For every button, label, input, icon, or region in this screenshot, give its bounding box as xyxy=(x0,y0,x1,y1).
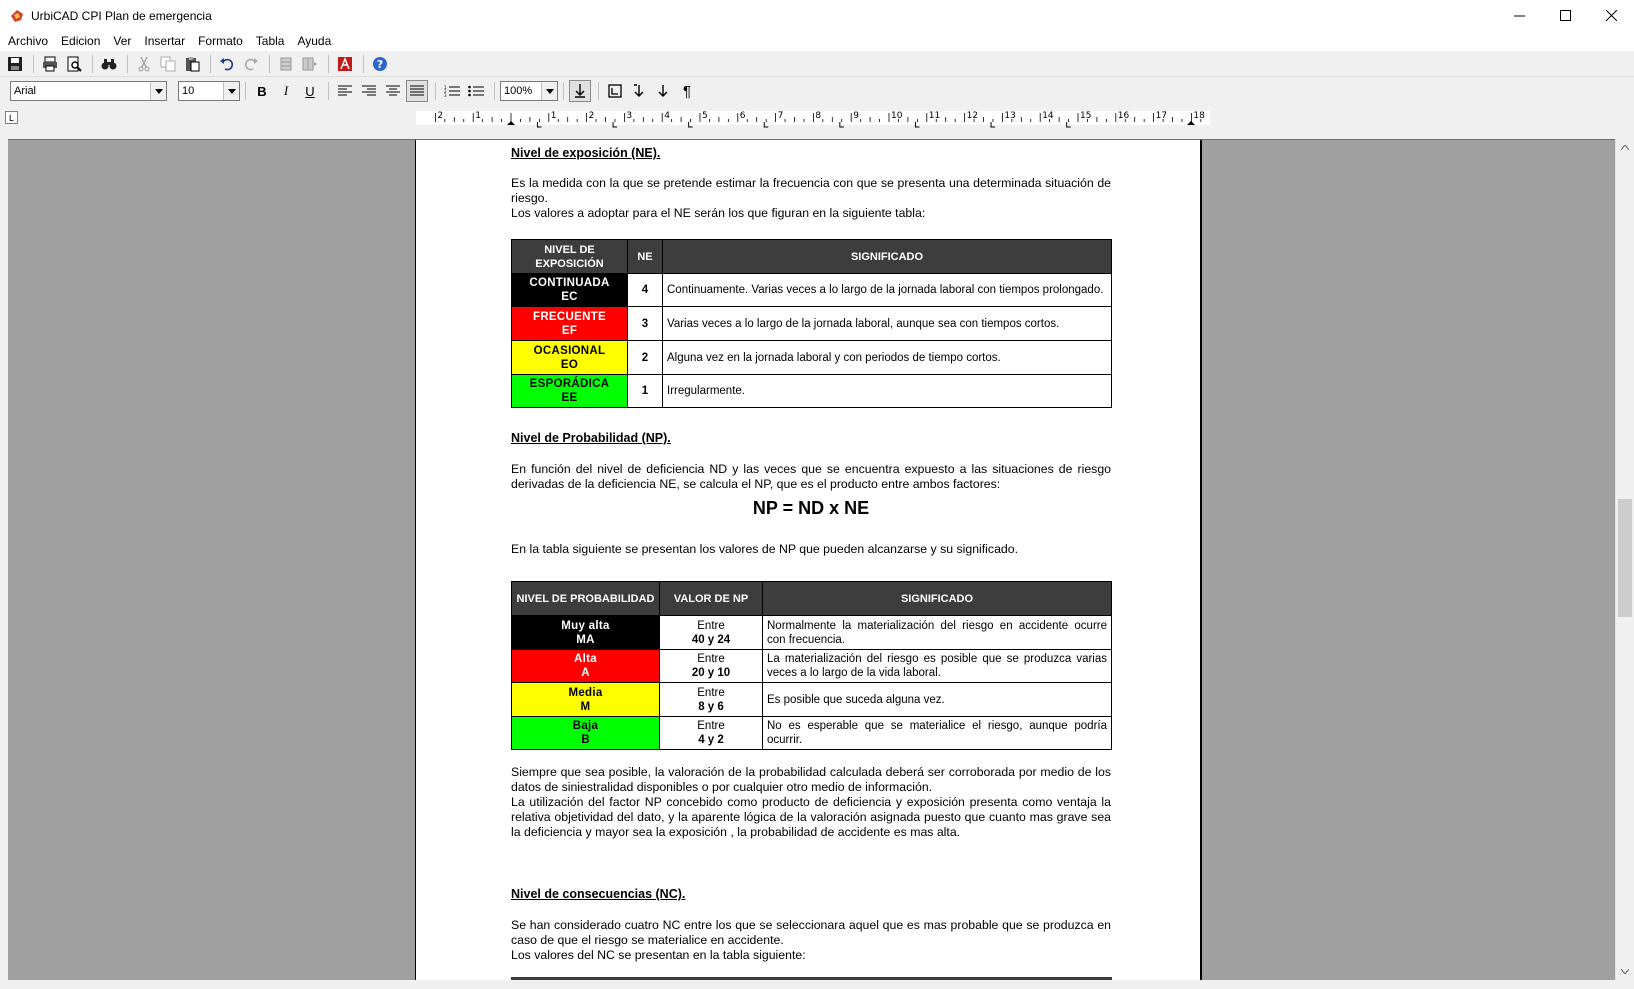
tab-type-selector[interactable]: L xyxy=(5,111,18,124)
range-value: 4 y 2 xyxy=(698,734,724,746)
level-cell xyxy=(512,375,628,408)
table-row xyxy=(512,341,1112,375)
arrow-down-bar-icon xyxy=(574,84,586,98)
menu-archivo[interactable]: Archivo xyxy=(8,34,49,48)
zoom-value: 100% xyxy=(504,85,533,97)
chevron-down-icon[interactable] xyxy=(223,82,239,100)
chevron-up-icon xyxy=(1621,145,1629,150)
align-left-button[interactable] xyxy=(334,80,356,102)
paste-button[interactable] xyxy=(181,53,203,75)
print-button[interactable] xyxy=(39,53,61,75)
level-cell xyxy=(512,307,628,341)
toolbar-separator xyxy=(269,55,270,73)
ruler-label: 3 xyxy=(626,111,633,121)
level-cell xyxy=(512,341,628,375)
urbicad-logo-icon xyxy=(9,8,25,24)
nc-paragraph-1: Se han considerado cuatro NC entre los que se seleccionara aquel que es mas probable que se produzca en caso de que el riesgo se materialice en accidente. xyxy=(511,918,1111,947)
numbered-list-button[interactable] xyxy=(441,80,463,102)
ne-header-level: NIVEL DE EXPOSICIÓN xyxy=(512,240,628,274)
ruler-label: 14 xyxy=(1042,111,1054,121)
binoculars-icon xyxy=(101,56,117,72)
meaning-cell: No es esperable que se materialice el riesgo, aunque podría ocurrir. xyxy=(763,717,1112,750)
level-code: EO xyxy=(560,358,579,371)
ruler-label: 15 xyxy=(1080,111,1092,121)
svg-text:3: 3 xyxy=(444,93,447,97)
scrollbar-thumb[interactable] xyxy=(1618,499,1632,617)
move-down-button[interactable] xyxy=(652,80,674,102)
arrow-down-icon xyxy=(657,84,669,98)
scroll-down-button[interactable] xyxy=(1616,963,1634,980)
level-name: FRECUENTE xyxy=(533,310,606,323)
range-cell xyxy=(660,683,763,717)
ne-table xyxy=(511,239,1112,408)
ruler-label: 2 xyxy=(437,111,444,121)
underline-button[interactable]: U xyxy=(305,83,315,99)
font-family-value: Arial xyxy=(14,85,37,97)
bold-button[interactable]: B xyxy=(257,83,267,99)
table-row-icon xyxy=(278,56,294,72)
bullet-list-icon xyxy=(468,85,484,97)
np-paragraph-2: En la tabla siguiente se presentan los valores de NP que pueden alcanzarse y su significado. xyxy=(511,542,1019,556)
bullet-list-button[interactable] xyxy=(465,80,487,102)
window-controls xyxy=(1496,0,1634,31)
toolbar-separator xyxy=(598,82,599,100)
toolbar-separator xyxy=(494,82,495,100)
level-cell xyxy=(512,717,660,750)
np-paragraph-4: La utilización del factor NP concebido como producto de deficiencia y exposición presenta como ventaja la relativa objetividad del dato, y la aparente lógica de la valoración asignada puesto que cuanto mas grave sea la deficiencia y mayor sea la exposición , la probabilidad de accidente es mas alta. xyxy=(511,795,1111,839)
ne-paragraph-1: Es la medida con la que se pretende estimar la frecuencia con que se presenta una determinada situación de riesgo. xyxy=(511,176,1111,205)
close-button[interactable] xyxy=(1588,0,1634,31)
paste-icon xyxy=(184,56,200,72)
align-justify-icon xyxy=(410,85,424,97)
level-code: MA xyxy=(576,633,595,646)
ne-header-meaning: SIGNIFICADO xyxy=(663,240,1112,274)
undo-button[interactable] xyxy=(216,53,238,75)
toolbar-separator xyxy=(328,82,329,100)
chevron-down-icon[interactable] xyxy=(150,82,166,100)
ruler-label: 17 xyxy=(1155,111,1168,121)
redo-button[interactable] xyxy=(240,53,262,75)
ne-table-header xyxy=(512,240,1112,274)
undo-icon xyxy=(219,56,235,72)
toolbar-separator xyxy=(92,55,93,73)
ruler-label: 12 xyxy=(966,111,979,121)
zoom-select[interactable] xyxy=(500,81,558,101)
range-cell xyxy=(660,650,763,683)
toolbar-separator xyxy=(127,55,128,73)
level-cell xyxy=(512,274,628,307)
ruler-label: 8 xyxy=(815,111,822,121)
document-canvas xyxy=(8,139,1615,980)
toolbar-separator xyxy=(328,55,329,73)
align-center-button[interactable] xyxy=(382,80,404,102)
chevron-down-icon xyxy=(1621,969,1629,974)
meaning-cell: Es posible que suceda alguna vez. xyxy=(763,683,1112,717)
export-pdf-button[interactable] xyxy=(334,53,356,75)
indent-down-button[interactable] xyxy=(628,80,650,102)
level-code: B xyxy=(581,734,590,746)
value-cell: 2 xyxy=(628,341,663,375)
ruler-label: 7 xyxy=(777,111,784,121)
range-prefix: Entre xyxy=(697,720,725,732)
ruler-label: 1 xyxy=(550,111,557,121)
np-table xyxy=(511,581,1112,750)
menu-bar xyxy=(0,31,1634,51)
align-left-icon xyxy=(338,85,352,97)
ruler-label: 1 xyxy=(475,111,481,121)
meaning-cell: La materialización del riesgo es posible que se produzca varias veces a lo largo de la vida laboral. xyxy=(763,650,1112,683)
svg-text:2: 2 xyxy=(444,89,447,94)
value-cell: 4 xyxy=(628,274,663,307)
table-row xyxy=(512,683,1112,717)
nc-heading: Nivel de consecuencias (NC). xyxy=(511,887,686,901)
menu-edicion[interactable]: Edicion xyxy=(61,34,101,48)
font-size-value: 10 xyxy=(182,85,195,97)
cut-button[interactable] xyxy=(133,53,155,75)
level-code: EE xyxy=(561,392,578,404)
help-icon xyxy=(372,56,388,72)
toolbar-separator xyxy=(245,82,246,100)
window-title: UrbiCAD CPI Plan de emergencia xyxy=(31,8,212,23)
meaning-cell: Alguna vez en la jornada laboral y con periodos de tiempo cortos. xyxy=(663,341,1112,375)
maximize-icon xyxy=(1560,10,1571,21)
meaning-cell: Normalmente la materialización del riesgo en accidente ocurre con frecuencia. xyxy=(763,616,1112,650)
level-cell xyxy=(512,650,660,683)
menu-formato[interactable]: Formato xyxy=(198,34,243,48)
np-table-header xyxy=(512,582,1112,616)
italic-button[interactable]: I xyxy=(283,83,289,98)
menu-ayuda[interactable]: Ayuda xyxy=(297,34,332,48)
table-row xyxy=(512,307,1112,341)
arrow-down-left-icon xyxy=(633,84,645,98)
value-cell: 1 xyxy=(628,375,663,408)
standard-toolbar xyxy=(0,51,1634,77)
redo-icon xyxy=(243,56,259,72)
level-code: M xyxy=(580,700,591,713)
np-heading: Nivel de Probabilidad (NP). xyxy=(511,431,671,445)
value-cell: 3 xyxy=(628,307,663,341)
np-header-meaning: SIGNIFICADO xyxy=(763,582,1112,616)
align-right-button[interactable] xyxy=(358,80,380,102)
toolbar-separator xyxy=(210,55,211,73)
level-name: CONTINUADA xyxy=(529,277,610,289)
minimize-button[interactable] xyxy=(1496,0,1542,31)
menu-insertar[interactable]: Insertar xyxy=(144,34,186,48)
menu-ver[interactable]: Ver xyxy=(113,34,132,48)
ruler-label: 13 xyxy=(1004,111,1016,121)
numbered-list-icon xyxy=(444,85,460,97)
meaning-cell: Varias veces a lo largo de la jornada laboral, aunque sea con tiempos cortos. xyxy=(663,307,1112,341)
maximize-button[interactable] xyxy=(1542,0,1588,31)
level-name: Media xyxy=(568,686,603,699)
np-header-value: VALOR DE NP xyxy=(660,582,763,616)
print-preview-button[interactable] xyxy=(63,53,85,75)
insert-column-button[interactable] xyxy=(299,53,321,75)
horizontal-ruler[interactable] xyxy=(416,109,1210,130)
range-prefix: Entre xyxy=(697,619,725,632)
ruler-label: 16 xyxy=(1117,111,1130,121)
np-paragraph-1: En función del nivel de deficiencia ND y las veces que se encuentra expuesto a las situaciones de riesgo derivadas de la deficiencia NE, se calcula el NP, que es el producto entre ambos factores: xyxy=(511,462,1111,491)
printer-icon xyxy=(42,56,58,72)
meaning-cell: Irregularmente. xyxy=(663,375,1112,408)
ruler-label: 5 xyxy=(702,111,708,121)
np-formula: NP = ND x NE xyxy=(752,498,870,518)
ruler-label: 6 xyxy=(739,111,746,121)
chevron-down-icon[interactable] xyxy=(541,82,557,100)
ruler-label: 11 xyxy=(928,111,941,121)
level-cell xyxy=(512,683,660,717)
range-cell xyxy=(660,717,763,750)
level-name: Muy alta xyxy=(561,619,610,632)
title-bar xyxy=(0,0,1634,31)
range-prefix: Entre xyxy=(697,653,725,665)
ruler-label: 10 xyxy=(891,111,903,121)
minimize-icon xyxy=(1514,10,1525,21)
level-name: OCASIONAL xyxy=(533,344,606,357)
nc-paragraph-2: Los valores del NC se presentan en la tabla siguiente: xyxy=(511,948,806,962)
ruler-label: 9 xyxy=(853,111,859,121)
np-paragraph-3: Siempre que sea posible, la valoración de la probabilidad calculada deberá ser corroborada por medio de los datos de siniestralidad disponibles o por cualquier otro medio de información. xyxy=(511,765,1111,794)
menu-tabla[interactable]: Tabla xyxy=(255,34,285,48)
level-name: ESPORÁDICA xyxy=(529,378,610,390)
scroll-up-button[interactable] xyxy=(1616,139,1634,156)
insert-field-button[interactable] xyxy=(604,80,626,102)
table-row xyxy=(512,274,1112,307)
format-toolbar xyxy=(0,77,1634,105)
svg-text:1: 1 xyxy=(444,85,447,90)
level-name: Alta xyxy=(574,653,597,665)
toolbar-separator xyxy=(33,55,34,73)
copy-icon xyxy=(160,56,176,72)
toolbar-separator xyxy=(363,55,364,73)
table-column-icon xyxy=(302,56,318,72)
level-name: Baja xyxy=(572,720,599,732)
vertical-scrollbar[interactable] xyxy=(1615,139,1634,980)
find-button[interactable] xyxy=(98,53,120,75)
range-cell xyxy=(660,616,763,650)
range-value: 8 y 6 xyxy=(698,700,724,713)
insert-row-button[interactable] xyxy=(275,53,297,75)
align-center-icon xyxy=(386,85,400,97)
svg-text:?: ? xyxy=(376,57,384,71)
font-family-select[interactable] xyxy=(10,81,167,101)
ruler-label: 18 xyxy=(1193,111,1205,121)
help-button[interactable] xyxy=(369,53,391,75)
table-row xyxy=(512,717,1112,750)
meaning-cell: Continuamente. Varias veces a lo largo de la jornada laboral con tiempos prolongado. xyxy=(663,274,1112,307)
level-code: EC xyxy=(561,291,578,303)
document-page[interactable] xyxy=(415,140,1202,980)
scissors-icon xyxy=(136,56,152,72)
close-icon xyxy=(1606,10,1617,21)
field-box-icon xyxy=(608,84,622,98)
align-right-icon xyxy=(362,85,376,97)
toolbar-separator xyxy=(435,82,436,100)
save-icon xyxy=(7,56,23,72)
print-preview-icon xyxy=(66,56,82,72)
save-button[interactable] xyxy=(4,53,26,75)
range-value: 40 y 24 xyxy=(691,633,731,646)
pdf-icon xyxy=(337,56,353,72)
table-row xyxy=(512,650,1112,683)
np-header-level: NIVEL DE PROBABILIDAD xyxy=(512,582,660,616)
show-formatting-button[interactable]: ¶ xyxy=(682,82,692,100)
status-bar xyxy=(0,980,1634,989)
font-size-select[interactable] xyxy=(178,81,240,101)
ruler-bar xyxy=(0,105,1634,133)
table-row xyxy=(512,616,1112,650)
ne-header-ne: NE xyxy=(628,240,663,274)
copy-button[interactable] xyxy=(157,53,179,75)
toolbar-separator xyxy=(563,82,564,100)
ne-paragraph-2: Los valores a adoptar para el NE serán los que figuran en la siguiente tabla: xyxy=(511,206,926,220)
level-code: EF xyxy=(561,324,578,337)
ne-heading: Nivel de exposición (NE). xyxy=(511,146,661,160)
level-cell xyxy=(512,616,660,650)
level-code: A xyxy=(581,667,590,679)
range-value: 20 y 10 xyxy=(691,667,731,679)
ruler-label: 4 xyxy=(664,111,670,121)
page-break-button[interactable] xyxy=(569,80,591,102)
table-row xyxy=(512,375,1112,408)
range-prefix: Entre xyxy=(697,686,725,699)
justify-button[interactable] xyxy=(406,80,428,102)
ruler-label: 2 xyxy=(588,111,595,121)
